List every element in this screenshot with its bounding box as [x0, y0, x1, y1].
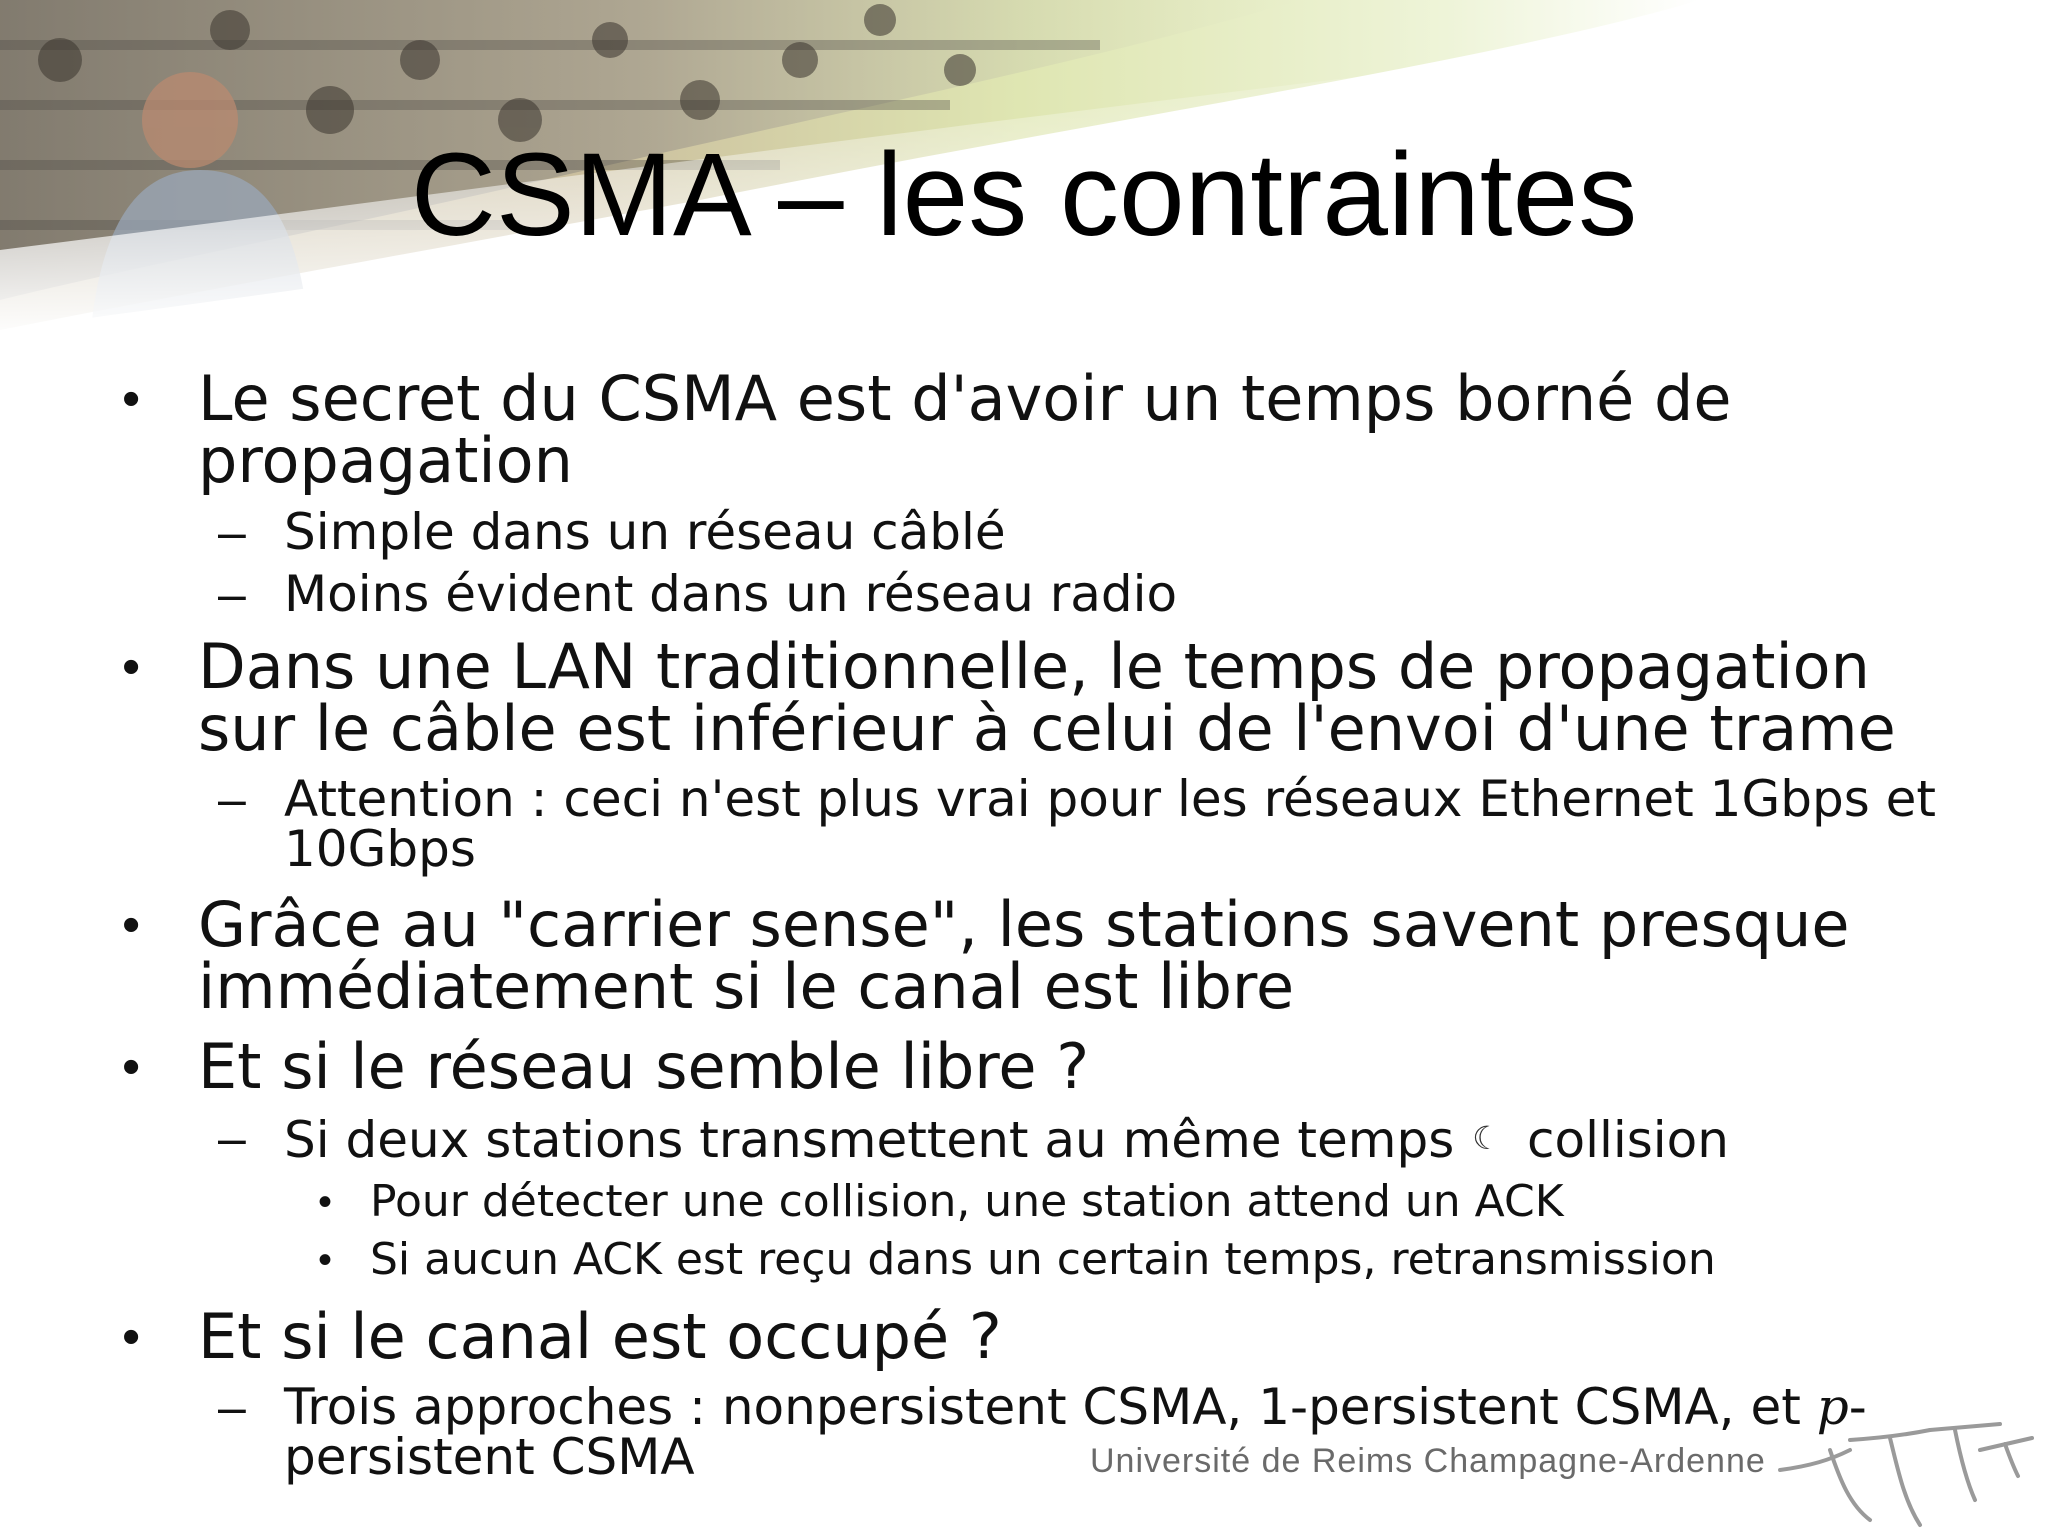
university-logo — [1080, 1420, 2040, 1530]
dash-marker: – — [218, 771, 246, 827]
sub-item-text-before: Si deux stations transmettent au même temps — [284, 1111, 1455, 1169]
bullet-text: Et si le canal est occupé ? — [198, 1300, 1002, 1373]
bullet-marker: • — [122, 1038, 141, 1096]
italic-p-variable: p — [1816, 1378, 1849, 1436]
sub-item-text-after: collision — [1526, 1111, 1729, 1169]
bullet-marker: • — [122, 370, 141, 428]
bullet-marker: • — [122, 1308, 141, 1366]
bullet-text: Le secret du CSMA est d'avoir un temps borné de propagation — [198, 362, 1732, 497]
dash-marker: – — [218, 566, 246, 622]
small-bullet-marker: • — [318, 1180, 333, 1224]
bullet-item-3 — [0, 888, 2048, 1023]
sub-sub-item-4-1-2 — [0, 1234, 2048, 1286]
sub-sub-item-4-1-1 — [0, 1176, 2048, 1228]
dash-marker: – — [218, 1379, 246, 1435]
bullet-item-4 — [0, 1030, 2048, 1103]
bullet-text: Dans une LAN traditionnelle, le temps de propagation sur le câble est inférieur à celui de l'envoi d'une trame — [198, 630, 1896, 765]
bullet-text: Et si le réseau semble libre ? — [198, 1030, 1090, 1103]
slide-title: CSMA – les contraintes — [410, 129, 1638, 261]
dash-marker: – — [218, 504, 246, 560]
dash-marker: – — [218, 1110, 246, 1166]
sub-item-text: Attention : ceci n'est plus vrai pour les réseaux Ethernet 1Gbps et 10Gbps — [284, 770, 1937, 878]
sub-sub-item-text: Pour détecter une collision, une station attend un ACK — [370, 1176, 1564, 1227]
bullet-list — [0, 362, 2048, 1492]
sub-item-text-after: -persistent CSMA — [284, 1378, 1867, 1486]
bullet-item-2 — [0, 630, 2048, 765]
sub-item-1-1 — [0, 503, 2048, 561]
bullet-item-1 — [0, 362, 2048, 497]
university-name: Université de Reims Champagne-Ardenne — [1090, 1442, 1766, 1480]
bullet-item-5 — [0, 1300, 2048, 1373]
sub-item-4-1 — [0, 1110, 2048, 1169]
sub-item-1-2 — [0, 565, 2048, 623]
small-bullet-marker: • — [318, 1238, 333, 1282]
sub-item-2-1 — [0, 770, 2048, 878]
sub-sub-item-text: Si aucun ACK est reçu dans un certain temps, retransmission — [370, 1234, 1716, 1285]
university-emblem-icon — [1770, 1420, 2040, 1530]
bullet-marker: • — [122, 896, 141, 954]
bullet-marker: • — [122, 638, 141, 696]
implies-arrow-icon: ☾ — [1472, 1119, 1501, 1157]
bullet-text: Grâce au "carrier sense", les stations savent presque immédiatement si le canal est libre — [198, 888, 1850, 1023]
sub-item-text: Simple dans un réseau câblé — [284, 503, 1006, 561]
sub-item-text: Moins évident dans un réseau radio — [284, 565, 1178, 623]
sub-item-text-before: Trois approches : nonpersistent CSMA, 1-persistent CSMA, et — [284, 1378, 1817, 1436]
